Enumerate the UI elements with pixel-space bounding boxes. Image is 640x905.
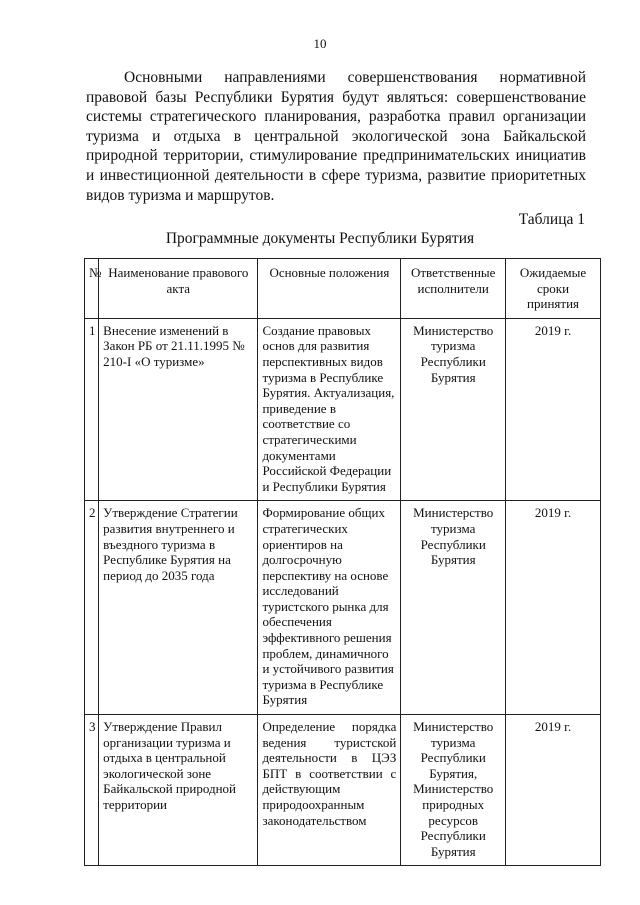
table-header-row: [85, 259, 601, 319]
table-row: [85, 501, 601, 715]
row-responsible: Министерство туризма Республики Бурятия, Министерство природных ресурсов Республики Бурятия: [401, 715, 506, 866]
row-responsible: Министерство туризма Республики Бурятия: [401, 318, 506, 501]
table-row: [85, 318, 601, 501]
row-provisions: Формирование общих стратегических ориентиров на долгосрочную перспективу на основе исследований туристского рынка для обеспечения эффективного решения проблем, динамичного и устойчивого развития туризма в Республике Бурятия: [258, 501, 401, 715]
row-act: Внесение изменений в Закон РБ от 21.11.1995 № 210-I «О туризме»: [99, 318, 258, 501]
header-act: Наименование правового акта: [99, 259, 258, 319]
header-provisions: Основные положения: [258, 259, 401, 319]
page-number: 10: [313, 36, 327, 51]
intro-paragraph: Основными направлениями совершенствования нормативной правовой базы Республики Бурятия будут являться: совершенствование системы стратегического планирования, разработка правил организации туризма и отдыха в центральной экологической зона Байкальской природной территории, стимулирование предпринимательских инициатив и инвестиционной деятельности в сфере туризма, развитие приоритетных видов туризма и маршрутов.: [86, 69, 586, 204]
row-provisions: Определение порядка ведения туристской деятельности в ЦЭЗ БПТ в соответствии с действующим природоохранным законодательством: [258, 715, 401, 866]
row-num: 1: [85, 318, 99, 501]
header-num: №: [85, 259, 99, 319]
row-term: 2019 г.: [506, 715, 601, 866]
row-responsible: Министерство туризма Республики Бурятия: [401, 501, 506, 715]
row-num: 3: [85, 715, 99, 866]
table-row: [85, 715, 601, 866]
program-documents-table: [84, 258, 601, 866]
table-label: Таблица 1: [518, 211, 585, 228]
row-term: 2019 г.: [506, 501, 601, 715]
row-provisions: Создание правовых основ для развития перспективных видов туризма в Республике Бурятия. Актуализация, приведение в соответствие со стратегическими документами Российской Федерации и Республики Бурятия: [258, 318, 401, 501]
row-act: Утверждение Стратегии развития внутреннего и въездного туризма в Республике Бурятия на период до 2035 года: [99, 501, 258, 715]
row-num: 2: [85, 501, 99, 715]
table-title: Программные документы Республики Бурятия: [165, 230, 475, 247]
header-term: Ожидаемые сроки принятия: [506, 259, 601, 319]
row-act: Утверждение Правил организации туризма и отдыха в центральной экологической зоне Байкальской природной территории: [99, 715, 258, 866]
header-responsible: Ответственные исполнители: [401, 259, 506, 319]
row-term: 2019 г.: [506, 318, 601, 501]
